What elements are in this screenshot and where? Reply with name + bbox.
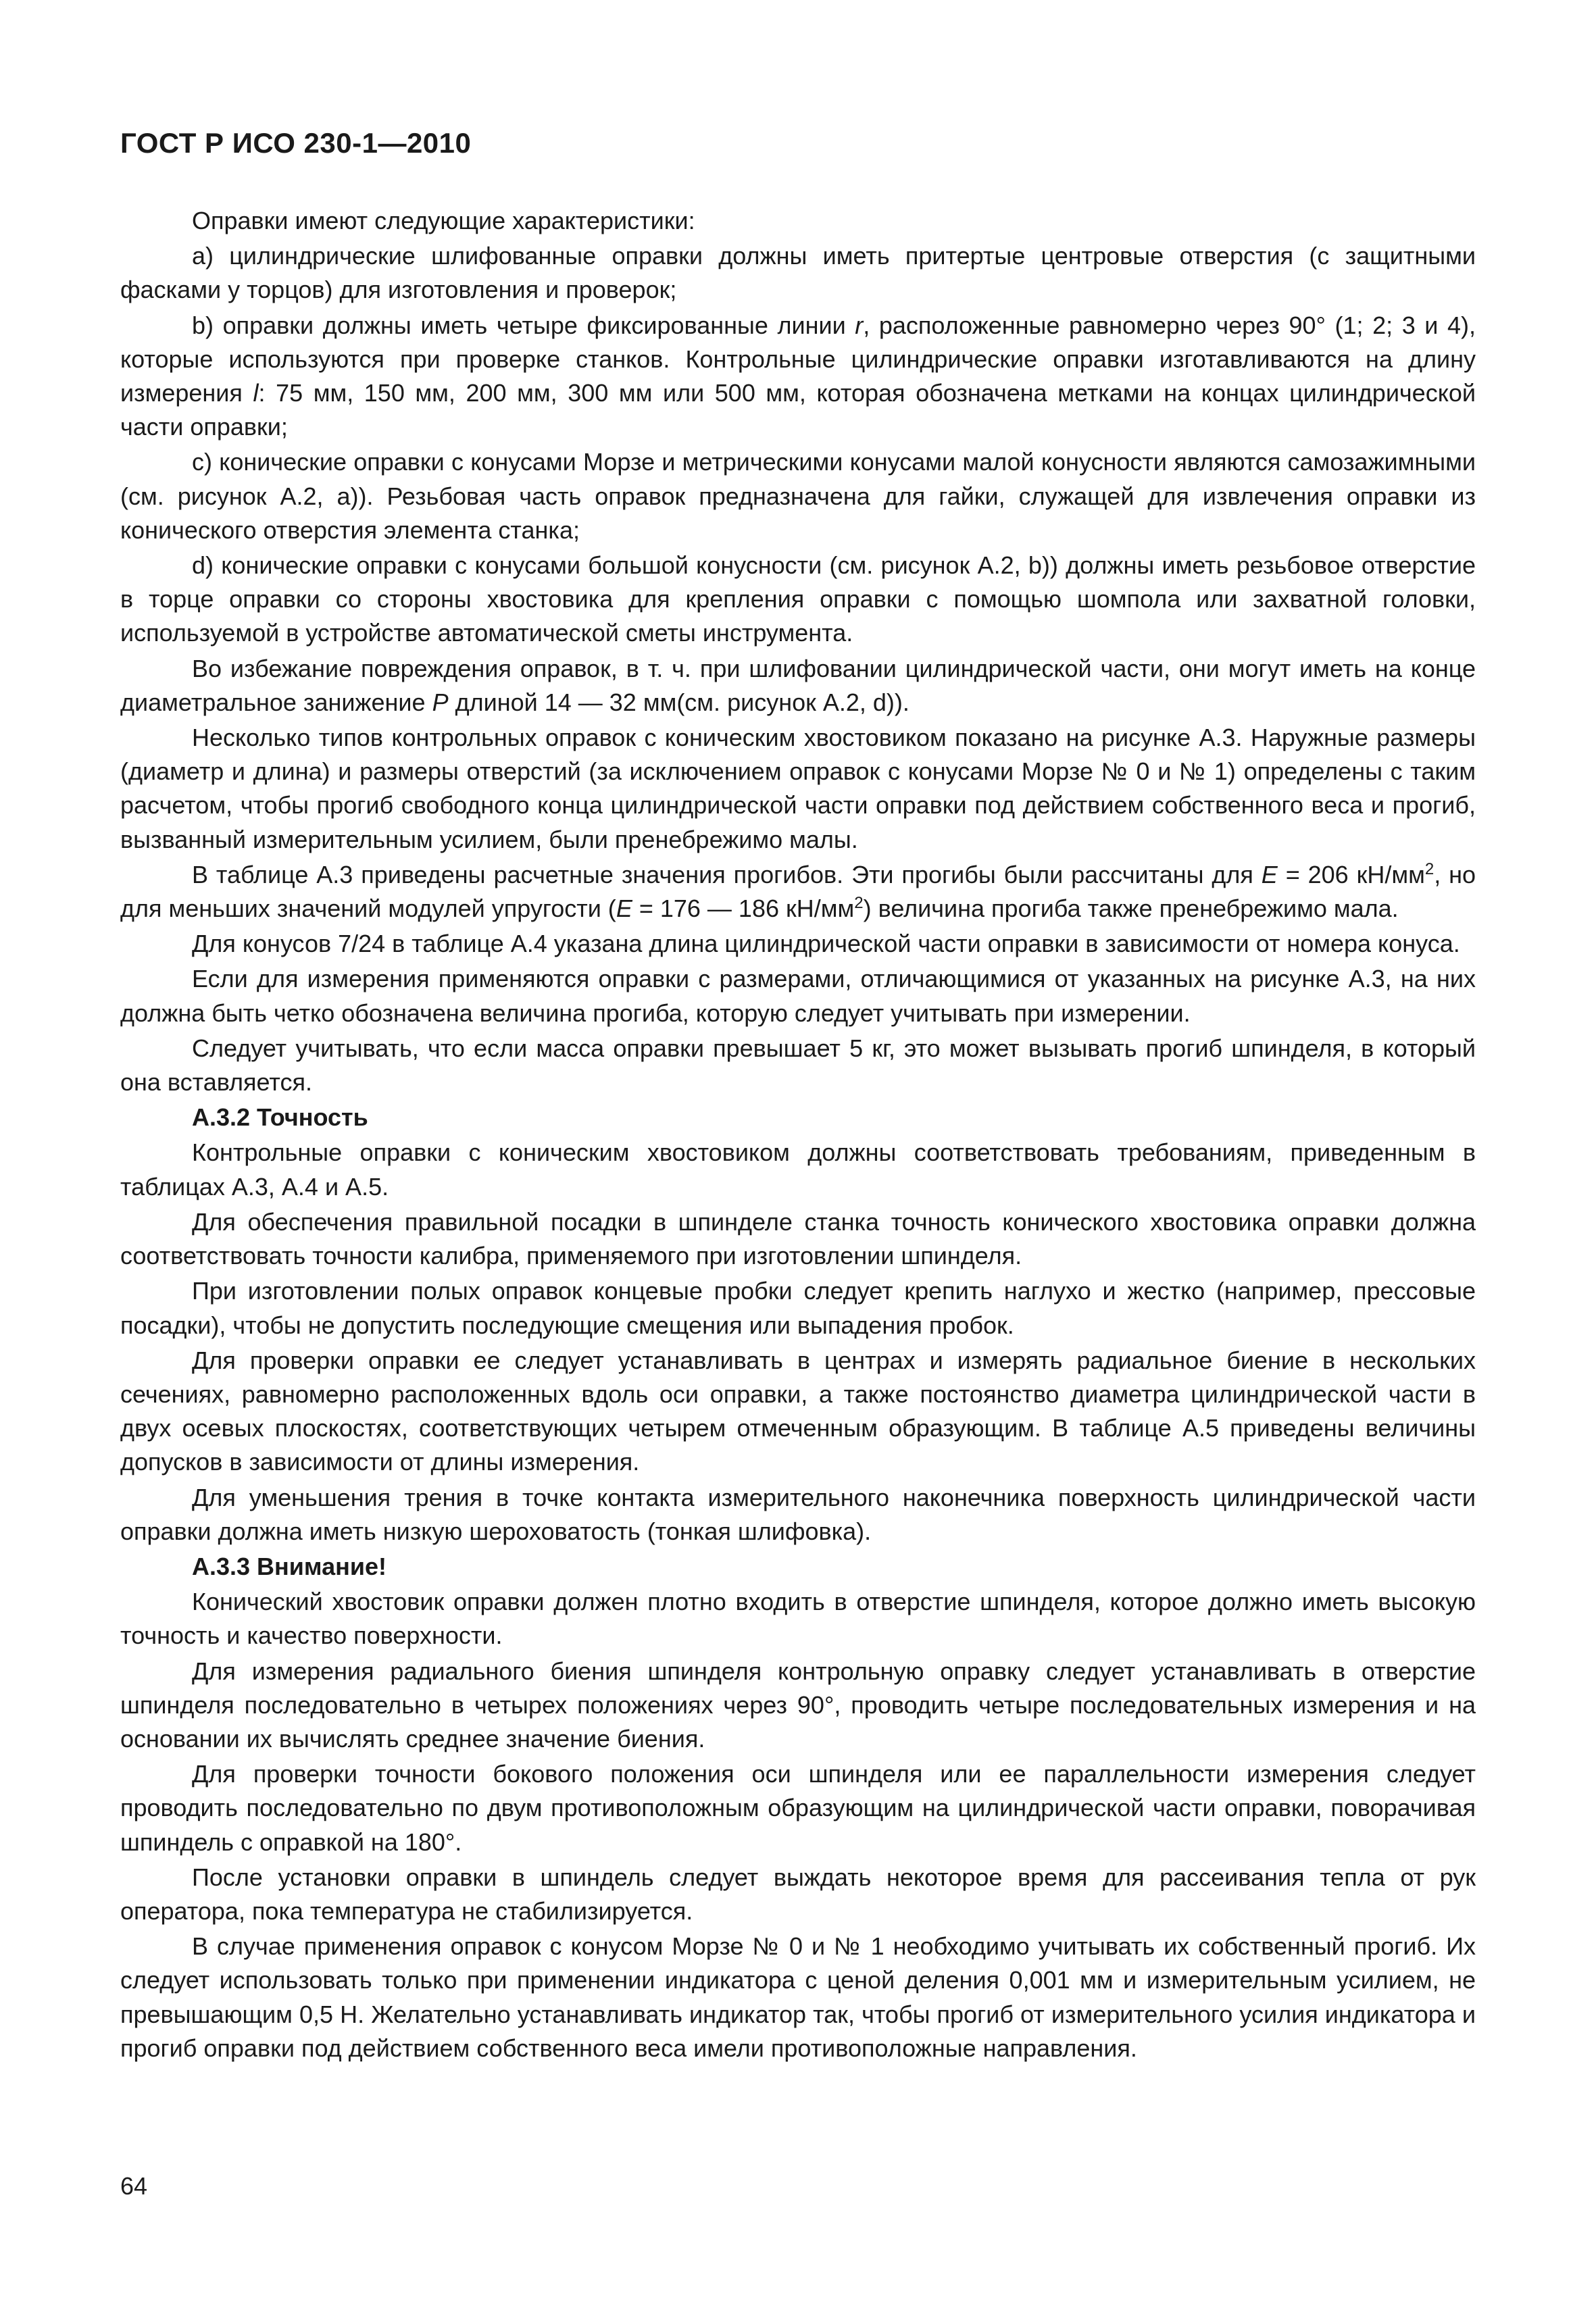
section-heading-a32: А.3.2 Точность <box>192 1103 368 1132</box>
list-item-a: а) цилиндрические шлифованные оправки должны иметь притертые центровые отверстия (с защитными фасками у торцов) для изготовления и проверок; <box>120 242 1476 304</box>
paragraph: Если для измерения применяются оправки с размерами, отличающимися от указанных на рисунке А.3, на них должна быть четко обозначена величина прогиба, которую следует учитывать при измерении. <box>120 965 1476 1027</box>
text-run: длиной 14 — 32 мм(см. рисунок А.2, d)). <box>448 688 909 716</box>
text-run: b) оправки должны иметь четыре фиксированные линии <box>192 311 855 339</box>
section-heading-a33: А.3.3 Внимание! <box>192 1552 386 1580</box>
paragraph <box>120 858 1476 926</box>
italic-symbol-r: r <box>855 311 864 339</box>
paragraph: После установки оправки в шпиндель следует выждать некоторое время для рассеивания тепла от рук оператора, пока температура не стабилизируется. <box>120 1863 1476 1925</box>
paragraph: Контрольные оправки с коническим хвостовиком должны соответствовать требованиям, приведенным в таблицах А.3, А.4 и А.5. <box>120 1138 1476 1201</box>
text-run: ) величина прогиба также пренебрежимо мала. <box>863 895 1399 923</box>
superscript: 2 <box>1424 859 1435 878</box>
text-run: = 206 кН/мм <box>1277 860 1425 888</box>
paragraph: Для проверки оправки ее следует устанавливать в центрах и измерять радиальное биение в нескольких сечениях, равномерно расположенных вдоль оси оправки, а также постоянство диаметра цилиндрической части в двух осевых плоскостях, соответствующих четырем отмеченным образующим. В таблице А.5 приведены величины допусков в зависимости от длины измерения. <box>120 1346 1476 1476</box>
paragraph: Для измерения радиального биения шпинделя контрольную оправку следует устанавливать в отверстие шпинделя последовательно в четырех положениях через 90°, проводить четыре последовательных измерения и на основании их вычислять среднее значение биения. <box>120 1657 1476 1753</box>
document-header-code: ГОСТ Р ИСО 230-1—2010 <box>120 127 472 159</box>
paragraph: Для конусов 7/24 в таблице А.4 указана длина цилиндрической части оправки в зависимости от номера конуса. <box>192 930 1460 958</box>
document-body <box>120 204 1476 2067</box>
paragraph: Несколько типов контрольных оправок с коническим хвостовиком показано на рисунке А.3. Наружные размеры (диаметр и длина) и размеры отверстий (за исключением оправок с конусами Морзе № 0 и № 1) определены с таким расчетом, чтобы прогиб свободного конца цилиндрической части оправки под действием собственного веса и прогиб, вызванный измерительным усилием, были пренебрежимо малы. <box>120 724 1476 853</box>
italic-symbol-P: P <box>432 688 449 716</box>
superscript: 2 <box>854 894 864 913</box>
text-run: , но для меньших значений модулей упругости ( <box>120 860 1476 923</box>
paragraph: При изготовлении полых оправок концевые пробки следует крепить наглухо и жестко (например, прессовые посадки), чтобы не допустить последующие смещения или выпадения пробок. <box>120 1277 1476 1339</box>
text-run: : 75 мм, 150 мм, 200 мм, 300 мм или 500 мм, которая обозначена метками на концах цилиндрической части оправки; <box>120 379 1476 441</box>
list-item-c: с) конические оправки с конусами Морзе и метрическими конусами малой конусности являются самозажимными (см. рисунок А.2, а)). Резьбовая часть оправок предназначена для гайки, служащей для извлечения оправки из конического отверстия элемента станка; <box>120 448 1476 544</box>
page-number: 64 <box>120 2172 148 2200</box>
text-run: = 176 — 186 кН/мм <box>632 895 855 923</box>
list-item-b <box>120 309 1476 445</box>
paragraph <box>120 652 1476 720</box>
list-item-d: d) конические оправки с конусами большой конусности (см. рисунок А.2, b)) должны иметь резьбовое отверстие в торце оправки со стороны хвостовика для крепления оправки с помощью шомпола или захватной головки, используемой в устройстве автоматической сметы инструмента. <box>120 551 1476 647</box>
text-run: , расположенные равномерно через 90° (1; 2; 3 и 4), которые используются при проверке станков. Контрольные цилиндрические оправки изготавливаются на длину измерения <box>120 311 1476 407</box>
paragraph: Для проверки точности бокового положения оси шпинделя или ее параллельности измерения следует проводить последовательно по двум противоположным образующим на цилиндрической части оправки, поворачивая шпиндель с оправкой на 180°. <box>120 1760 1476 1856</box>
paragraph: В случае применения оправок с конусом Морзе № 0 и № 1 необходимо учитывать их собственный прогиб. Их следует использовать только при применении индикатора с ценой деления 0,001 мм и измерительным усилием, не превышающим 0,5 Н. Желательно устанавливать индикатор так, чтобы прогиб от измерительного усилия индикатора и прогиб оправки под действием собственного веса имели противоположные направления. <box>120 1932 1476 2062</box>
paragraph: Для обеспечения правильной посадки в шпинделе станка точность конического хвостовика оправки должна соответствовать точности калибра, применяемого при изготовлении шпинделя. <box>120 1207 1476 1270</box>
text-run: Во избежание повреждения оправок, в т. ч. при шлифовании цилиндрической части, они могут иметь на конце диаметральное занижение <box>120 654 1476 716</box>
paragraph: Следует учитывать, что если масса оправки превышает 5 кг, это может вызывать прогиб шпинделя, в который она вставляется. <box>120 1034 1476 1097</box>
italic-symbol-l: l <box>253 379 259 407</box>
italic-symbol-E: E <box>1261 860 1278 888</box>
italic-symbol-E: E <box>616 895 632 923</box>
text-run: В таблице А.3 приведены расчетные значения прогибов. Эти прогибы были рассчитаны для <box>192 860 1262 888</box>
paragraph: Оправки имеют следующие характеристики: <box>192 207 695 234</box>
paragraph: Для уменьшения трения в точке контакта измерительного наконечника поверхность цилиндрической части оправки должна иметь низкую шероховатость (тонкая шлифовка). <box>120 1483 1476 1545</box>
paragraph: Конический хвостовик оправки должен плотно входить в отверстие шпинделя, которое должно иметь высокую точность и качество поверхности. <box>120 1588 1476 1650</box>
